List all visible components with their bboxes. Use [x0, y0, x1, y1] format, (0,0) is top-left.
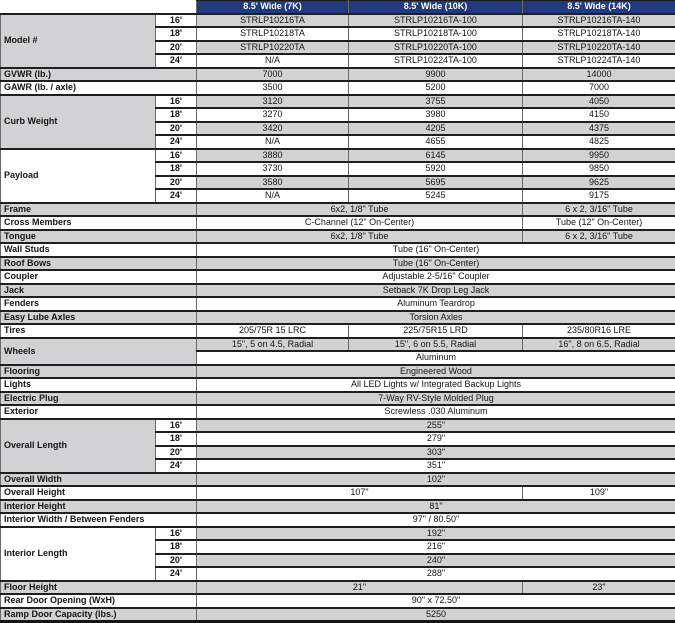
- spec-value: 7-Way RV-Style Molded Plug: [197, 392, 675, 406]
- spec-label: Overall Length: [1, 419, 156, 473]
- size-label: 16': [156, 527, 197, 541]
- spec-value: STRLP10216TA-140: [523, 14, 675, 28]
- spec-value: 235/80R16 LRE: [523, 324, 675, 338]
- spec-value: 3270: [197, 108, 349, 122]
- spec-label: Tongue: [1, 230, 197, 244]
- column-header-7k: 8.5' Wide (7K): [197, 1, 349, 14]
- spec-value: Tube (16" On-Center): [197, 257, 675, 271]
- spec-label: Exterior: [1, 405, 197, 419]
- table-row: [1, 365, 675, 379]
- size-label: 18': [156, 108, 197, 122]
- size-label: 16': [156, 149, 197, 163]
- spec-label: Easy Lube Axles: [1, 311, 197, 325]
- spec-value: STRLP10218TA-100: [349, 27, 523, 41]
- spec-label: Fenders: [1, 297, 197, 311]
- size-label: 20': [156, 176, 197, 190]
- spec-value: STRLP10220TA: [197, 41, 349, 55]
- table-row: [1, 203, 675, 217]
- table-row: [1, 257, 675, 271]
- size-label: 18': [156, 540, 197, 554]
- table-row: [1, 243, 675, 257]
- spec-value: 4375: [523, 122, 675, 136]
- spec-value: 90" x 72.50": [197, 594, 675, 608]
- spec-label: Ramp Door Capacity (lbs.): [1, 608, 197, 622]
- spec-value: 9625: [523, 176, 675, 190]
- table-row: [1, 81, 675, 95]
- spec-label: Lights: [1, 378, 197, 392]
- size-label: 18': [156, 432, 197, 446]
- spec-value: N/A: [197, 135, 349, 149]
- spec-value: STRLP10218TA-140: [523, 27, 675, 41]
- table-row: [1, 392, 675, 406]
- spec-value: 4050: [523, 95, 675, 109]
- table-row: [1, 216, 675, 230]
- table-row: [1, 68, 675, 82]
- spec-value: STRLP10218TA: [197, 27, 349, 41]
- spec-value: 97" / 80.50": [197, 513, 675, 527]
- spec-value: 288": [197, 567, 675, 581]
- spec-label: Rear Door Opening (WxH): [1, 594, 197, 608]
- table-row: [1, 297, 675, 311]
- spec-value: 7000: [197, 68, 349, 82]
- table-row: [1, 14, 675, 28]
- spec-label: Frame: [1, 203, 197, 217]
- size-label: 18': [156, 27, 197, 41]
- header-row: [1, 1, 675, 14]
- spec-value: 5920: [349, 162, 523, 176]
- spec-value: 7000: [523, 81, 675, 95]
- spec-value: STRLP10224TA-140: [523, 54, 675, 68]
- spec-label: Roof Bows: [1, 257, 197, 271]
- spec-value: 3580: [197, 176, 349, 190]
- spec-value: 3880: [197, 149, 349, 163]
- table-row: [1, 513, 675, 527]
- table-row: [1, 594, 675, 608]
- table-row: [1, 324, 675, 338]
- spec-value: 9900: [349, 68, 523, 82]
- spec-value: N/A: [197, 189, 349, 203]
- spec-value: 6145: [349, 149, 523, 163]
- spec-label: Curb Weight: [1, 95, 156, 149]
- spec-label: Flooring: [1, 365, 197, 379]
- spec-value: 23": [523, 581, 675, 595]
- spec-value: 21": [197, 581, 523, 595]
- spec-value: 205/75R 15 LRC: [197, 324, 349, 338]
- spec-value: Engineered Wood: [197, 365, 675, 379]
- column-header-14k: 8.5' Wide (14K): [523, 1, 675, 14]
- spec-value: 6x2, 1/8" Tube: [197, 203, 523, 217]
- size-label: 20': [156, 41, 197, 55]
- table-row: [1, 419, 675, 433]
- table-row: [1, 311, 675, 325]
- table-row: [1, 338, 675, 352]
- spec-value: 3420: [197, 122, 349, 136]
- spec-value: STRLP10224TA-100: [349, 54, 523, 68]
- spec-value: 81": [197, 500, 675, 514]
- table-row: [1, 95, 675, 109]
- column-header-10k: 8.5' Wide (10K): [349, 1, 523, 14]
- spec-label: Interior Length: [1, 527, 156, 581]
- spec-value: 255": [197, 419, 675, 433]
- spec-value: 9950: [523, 149, 675, 163]
- size-label: 24': [156, 567, 197, 581]
- spec-label: Overall Height: [1, 486, 197, 500]
- spec-value: 9850: [523, 162, 675, 176]
- size-label: 16': [156, 419, 197, 433]
- table-row: [1, 486, 675, 500]
- size-label: 16': [156, 95, 197, 109]
- spec-value: 5250: [197, 608, 675, 622]
- spec-label: Floor Height: [1, 581, 197, 595]
- table-row: [1, 149, 675, 163]
- spec-value: 216": [197, 540, 675, 554]
- spec-label: Tires: [1, 324, 197, 338]
- spec-label: Jack: [1, 284, 197, 298]
- spec-label: GVWR (lb.): [1, 68, 197, 82]
- size-label: 20': [156, 446, 197, 460]
- spec-value: 3120: [197, 95, 349, 109]
- size-label: 18': [156, 162, 197, 176]
- spec-label: Interior Height: [1, 500, 197, 514]
- table-row: [1, 608, 675, 622]
- spec-value: Aluminum: [197, 351, 675, 365]
- spec-value: 351": [197, 459, 675, 473]
- table-row: [1, 284, 675, 298]
- table-row: [1, 378, 675, 392]
- spec-table-body: [1, 14, 675, 622]
- spec-value: 15", 6 on 5.5, Radial: [349, 338, 523, 352]
- spec-value: 14000: [523, 68, 675, 82]
- spec-label: Model #: [1, 14, 156, 68]
- spec-value: 279": [197, 432, 675, 446]
- spec-value: Tube (12" On-Center): [523, 216, 675, 230]
- spec-value: Torsion Axles: [197, 311, 675, 325]
- spec-label: Coupler: [1, 270, 197, 284]
- spec-label: Payload: [1, 149, 156, 203]
- spec-value: 4825: [523, 135, 675, 149]
- spec-value: 9175: [523, 189, 675, 203]
- spec-label: Interior Width / Between Fenders: [1, 513, 197, 527]
- spec-label: Wall Studs: [1, 243, 197, 257]
- table-row: [1, 270, 675, 284]
- size-label: 16': [156, 14, 197, 28]
- spec-label: GAWR (lb. / axle): [1, 81, 197, 95]
- size-label: 20': [156, 122, 197, 136]
- spec-value: 3500: [197, 81, 349, 95]
- spec-value: 192": [197, 527, 675, 541]
- spec-value: C-Channel (12" On-Center): [197, 216, 523, 230]
- spec-value: 102": [197, 473, 675, 487]
- table-row: [1, 500, 675, 514]
- table-row: [1, 230, 675, 244]
- spec-value: 6x2, 1/8" Tube: [197, 230, 523, 244]
- spec-value: STRLP10220TA-140: [523, 41, 675, 55]
- spec-value: 107": [197, 486, 523, 500]
- spec-value: Screwless .030 Aluminum: [197, 405, 675, 419]
- size-label: 24': [156, 189, 197, 203]
- spec-value: 3755: [349, 95, 523, 109]
- spec-value: 15", 5 on 4.5, Radial: [197, 338, 349, 352]
- spec-value: All LED Lights w/ Integrated Backup Lights: [197, 378, 675, 392]
- spec-value: STRLP10220TA-100: [349, 41, 523, 55]
- table-row: [1, 527, 675, 541]
- spec-label: Electric Plug: [1, 392, 197, 406]
- size-label: 24': [156, 459, 197, 473]
- spec-value: 240": [197, 554, 675, 568]
- spec-value: Setback 7K Drop Leg Jack: [197, 284, 675, 298]
- spec-value: 303": [197, 446, 675, 460]
- spec-value: 4205: [349, 122, 523, 136]
- spec-label: Wheels: [1, 338, 197, 365]
- size-label: 20': [156, 554, 197, 568]
- size-label: 24': [156, 135, 197, 149]
- spec-value: 3730: [197, 162, 349, 176]
- table-row: [1, 473, 675, 487]
- spec-value: Aluminum Teardrop: [197, 297, 675, 311]
- spec-value: 5695: [349, 176, 523, 190]
- spec-value: STRLP10216TA-100: [349, 14, 523, 28]
- header-corner-blank: [1, 1, 197, 14]
- size-label: 24': [156, 54, 197, 68]
- spec-value: N/A: [197, 54, 349, 68]
- spec-value: Adjustable 2-5/16" Coupler: [197, 270, 675, 284]
- spec-value: 6 x 2, 3/16" Tube: [523, 230, 675, 244]
- spec-label: Overall Width: [1, 473, 197, 487]
- table-row: [1, 581, 675, 595]
- spec-value: 4150: [523, 108, 675, 122]
- spec-value: 4655: [349, 135, 523, 149]
- spec-value: 16", 8 on 6.5, Radial: [523, 338, 675, 352]
- spec-value: 225/75R15 LRD: [349, 324, 523, 338]
- spec-value: 5245: [349, 189, 523, 203]
- spec-value: 6 x 2, 3/16" Tube: [523, 203, 675, 217]
- table-row: [1, 405, 675, 419]
- spec-label: Cross Members: [1, 216, 197, 230]
- spec-value: 3980: [349, 108, 523, 122]
- spec-value: 5200: [349, 81, 523, 95]
- spec-value: STRLP10216TA: [197, 14, 349, 28]
- spec-value: Tube (16" On-Center): [197, 243, 675, 257]
- spec-value: 109": [523, 486, 675, 500]
